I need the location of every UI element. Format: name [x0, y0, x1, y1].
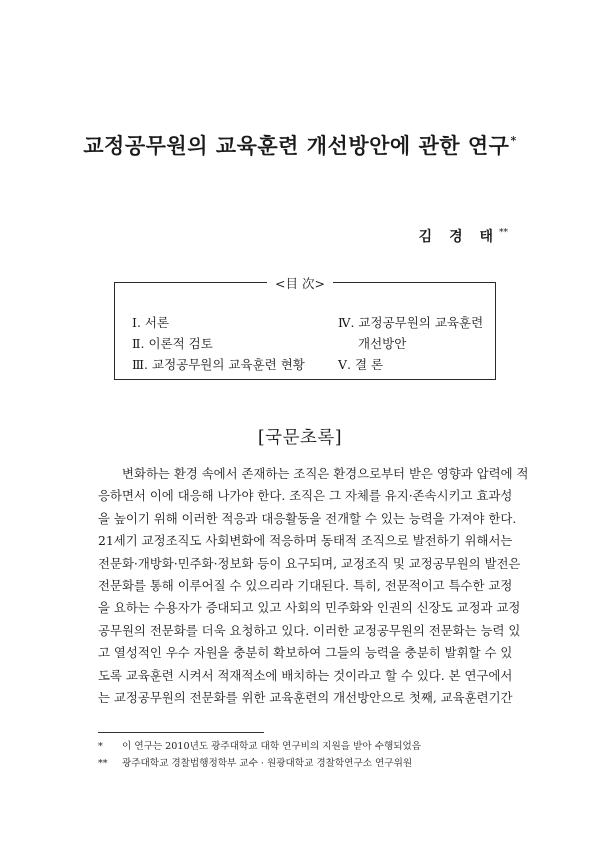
paper-title-text: 교정공무원의 교육훈련 개선방안에 관한 연구 [83, 133, 510, 158]
paper-title [0, 130, 600, 160]
abstract-line: 변화하는 환경 속에서 존재하는 조직은 환경으로부터 받은 영향과 압력에 적 [122, 466, 529, 481]
footnote [98, 738, 421, 755]
abstract-line: 도록 교육훈련 시켜서 적재적소에 배치하는 것이라고 할 수 있다. 본 연구에서 [98, 667, 513, 683]
toc-item: Ⅴ. 결 론 [338, 357, 384, 372]
author-name-text: 김 경 태 [418, 229, 499, 245]
toc-item: Ⅲ. 교정공무원의 교육훈련 현황 [132, 357, 305, 372]
toc-item: Ⅱ. 이론적 검토 [132, 336, 213, 351]
abstract-line: 는 교정공무원의 전문화를 위한 교육훈련의 개선방안으로 첫째, 교육훈련기간 [98, 690, 513, 706]
toc-item: Ⅰ. 서론 [132, 315, 170, 330]
footnote [98, 755, 421, 772]
toc-item: Ⅳ. 교정공무원의 교육훈련 [338, 315, 484, 330]
author-footnote-mark: ** [499, 228, 508, 238]
abstract-line: 21세기 교정조직도 사회변화에 적응하며 동태적 조직으로 발전하기 위해서는 [98, 533, 513, 549]
abstract-line: 을 요하는 수용자가 증대되고 있고 사회의 민주화와 인권의 신장도 교정과 교정 [98, 600, 521, 616]
abstract-body [98, 463, 529, 709]
abstract-line: 을 높이기 위해 이러한 적응과 대응활동을 전개할 수 있는 능력을 가져야 한다. [98, 510, 517, 526]
title-footnote-mark: * [510, 134, 517, 147]
footnote-divider [98, 732, 264, 733]
toc-heading [0, 273, 600, 292]
toc-left-column [132, 312, 305, 375]
abstract-line: 응하면서 이에 대응해 나가야 한다. 조직은 그 자체를 유지·존속시키고 효과성 [98, 488, 513, 504]
toc-right-column [338, 312, 483, 375]
footnotes [98, 738, 421, 772]
footnote-text: 광주대학교 경찰법행정학부 교수 · 원광대학교 경찰학연구소 연구위원 [122, 758, 413, 769]
abstract-line: 전문화를 통해 이루어질 수 있으리라 기대된다. 특히, 전문적이고 특수한 교정 [98, 578, 513, 594]
footnote-mark: ** [98, 758, 108, 769]
footnote-mark: * [98, 741, 103, 752]
toc-heading-text: <目 次> [267, 276, 333, 291]
abstract-line: 공무원의 전문화를 더욱 요청하고 있다. 이러한 교정공무원의 전문화는 능력 있 [98, 622, 521, 638]
footnote-text: 이 연구는 2010년도 광주대학교 대학 연구비의 지원을 받아 수행되었음 [122, 741, 422, 752]
author-name [419, 226, 508, 246]
abstract-heading: [국문초록] [257, 428, 343, 448]
toc-item-continuation: 개선방안 [358, 336, 407, 351]
abstract-line: 전문화·개방화·민주화·정보화 등이 요구되며, 교정조직 및 교정공무원의 발전은 [98, 555, 521, 571]
abstract-line: 고 열성적인 우수 자원을 충분히 확보하여 그들의 능력을 충분히 발휘할 수 있 [98, 645, 513, 661]
